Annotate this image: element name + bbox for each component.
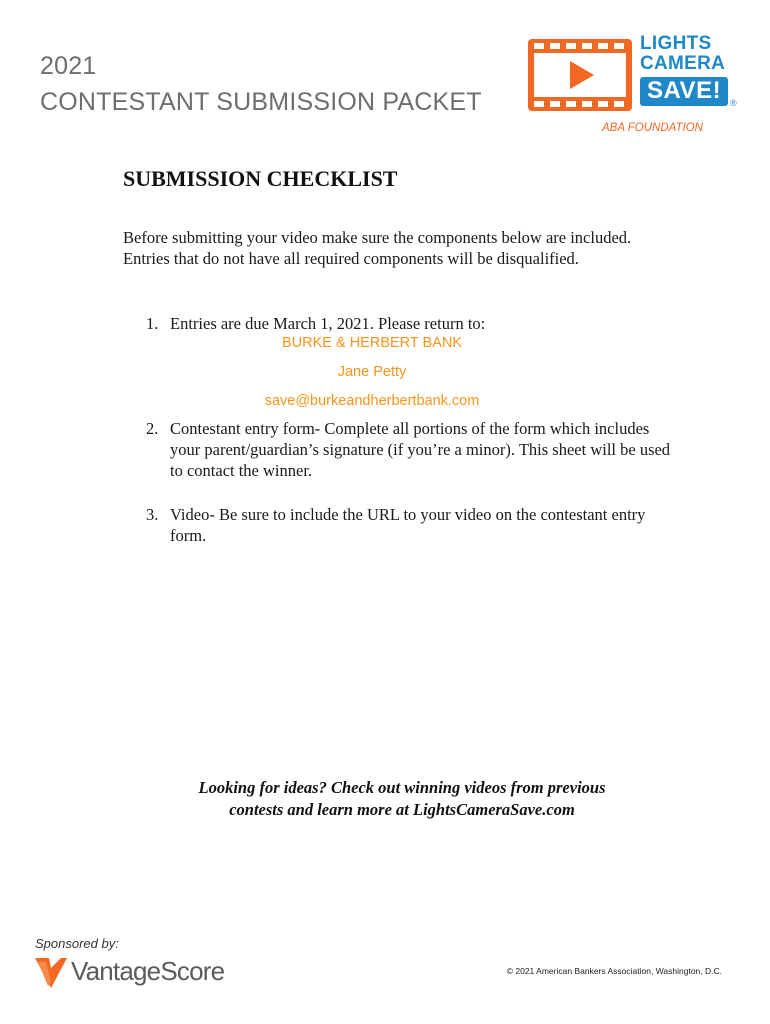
header-year: 2021 — [40, 52, 97, 80]
packet-title: CONTESTANT SUBMISSION PACKET — [40, 88, 482, 116]
lights-camera-save-logo — [528, 34, 744, 138]
item-number: 2. — [146, 419, 159, 438]
film-play-icon — [528, 39, 632, 111]
item-number: 3. — [146, 505, 159, 524]
vantagescore-logo — [35, 954, 235, 990]
ideas-line-1: Looking for ideas? Check out winning videos from previous — [198, 778, 606, 797]
return-bank-name: BURKE & HERBERT BANK — [282, 335, 462, 351]
sponsor-name: VantageScore — [71, 956, 225, 986]
vantagescore-check-icon — [35, 956, 67, 988]
return-email-link[interactable]: save@burkeandherbertbank.com — [264, 393, 480, 409]
logo-lights-text: LIGHTS — [640, 33, 712, 54]
logo-camera-text: CAMERA — [640, 53, 726, 74]
ideas-line-2: contests and learn more at LightsCameraSave.com — [229, 800, 575, 819]
item-number: 1. — [146, 314, 159, 333]
checklist-title: SUBMISSION CHECKLIST — [123, 166, 398, 191]
ideas-callout — [0, 777, 770, 821]
copyright-text: © 2021 American Bankers Association, Washington, D.C. — [506, 966, 722, 976]
sponsored-by-label: Sponsored by: — [35, 936, 119, 951]
item-text: Entries are due March 1, 2021. Please return to: — [170, 314, 486, 333]
checklist-intro: Before submitting your video make sure the components below are included. Entries that do not have all required components will be disqualified. — [123, 228, 632, 268]
item-text: Video- Be sure to include the URL to your video on the contestant entry form. — [170, 505, 646, 545]
aba-foundation-text: ABA FOUNDATION — [602, 122, 703, 134]
return-contact-name: Jane Petty — [337, 364, 407, 380]
logo-save-text: SAVE! — [640, 77, 728, 106]
item-text: Contestant entry form- Complete all portions of the form which includes your parent/guardian’s signature (if you’re a minor). This sheet will be used to contact the winner. — [170, 419, 671, 480]
registered-mark: ® — [730, 98, 737, 108]
